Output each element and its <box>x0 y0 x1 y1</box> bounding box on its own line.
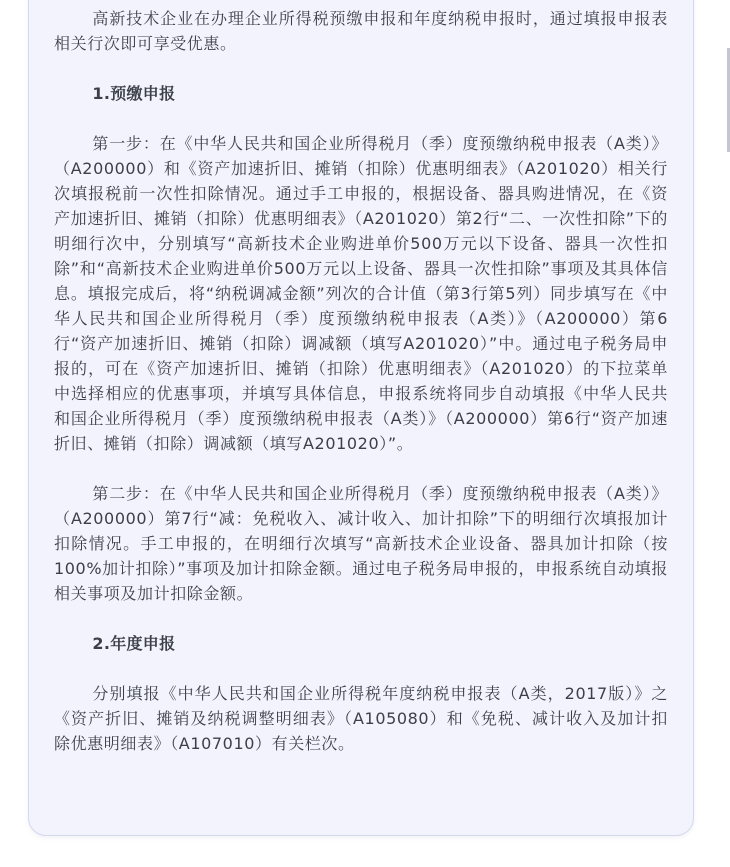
section-heading-annual: 2.年度申报 <box>92 634 176 653</box>
article-body <box>54 6 668 756</box>
intro-paragraph: 高新技术企业在办理企业所得税预缴申报和年度纳税申报时，通过填报申报表相关行次即可享受优惠。 <box>54 9 668 53</box>
step2-paragraph: 第二步：在《中华人民共和国企业所得税月（季）度预缴纳税申报表（A类）》（A200000）第7行“减：免税收入、减计收入、加计扣除”下的明细行次填报加计扣除情况。手工申报的，在明细行次填写“高新技术企业设备、器具加计扣除（按100%加计扣除）”事项及加计扣除金额。通过电子税务局申报的，申报系统自动填报相关事项及加计扣除金额。 <box>54 484 668 603</box>
annual-paragraph: 分别填报《中华人民共和国企业所得税年度纳税申报表（A类，2017版）》之《资产折旧、摊销及纳税调整明细表》（A105080）和《免税、减计收入及加计扣除优惠明细表》（A107010）有关栏次。 <box>54 684 668 753</box>
section-heading-prepayment: 1.预缴申报 <box>92 84 176 103</box>
step1-paragraph: 第一步：在《中华人民共和国企业所得税月（季）度预缴纳税申报表（A类）》（A200000）和《资产加速折旧、摊销（扣除）优惠明细表》（A201020）相关行次填报税前一次性扣除情况。通过手工申报的，根据设备、器具购进情况，在《资产加速折旧、摊销（扣除）优惠明细表》（A201020）第2行“二、一次性扣除”下的明细行次中，分别填写“高新技术企业购进单价500万元以下设备、器具一次性扣除”和“高新技术企业购进单价500万元以上设备、器具一次性扣除”事项及其具体信息。填报完成后，将“纳税调减金额”列次的合计值（第3行第5列）同步填写在《中华人民共和国企业所得税月（季）度预缴纳税申报表（A类）》（A200000）第6行“资产加速折旧、摊销（扣除）调减额（填写A201020）”中。通过电子税务局申报的，可在《资产加速折旧、摊销（扣除）优惠明细表》（A201020）的下拉菜单中选择相应的优惠事项，并填写具体信息，申报系统将同步自动填报《中华人民共和国企业所得税月（季）度预缴纳税申报表（A类）》（A200000）第6行“资产加速折旧、摊销（扣除）调减额（填写A201020）”。 <box>54 134 668 453</box>
